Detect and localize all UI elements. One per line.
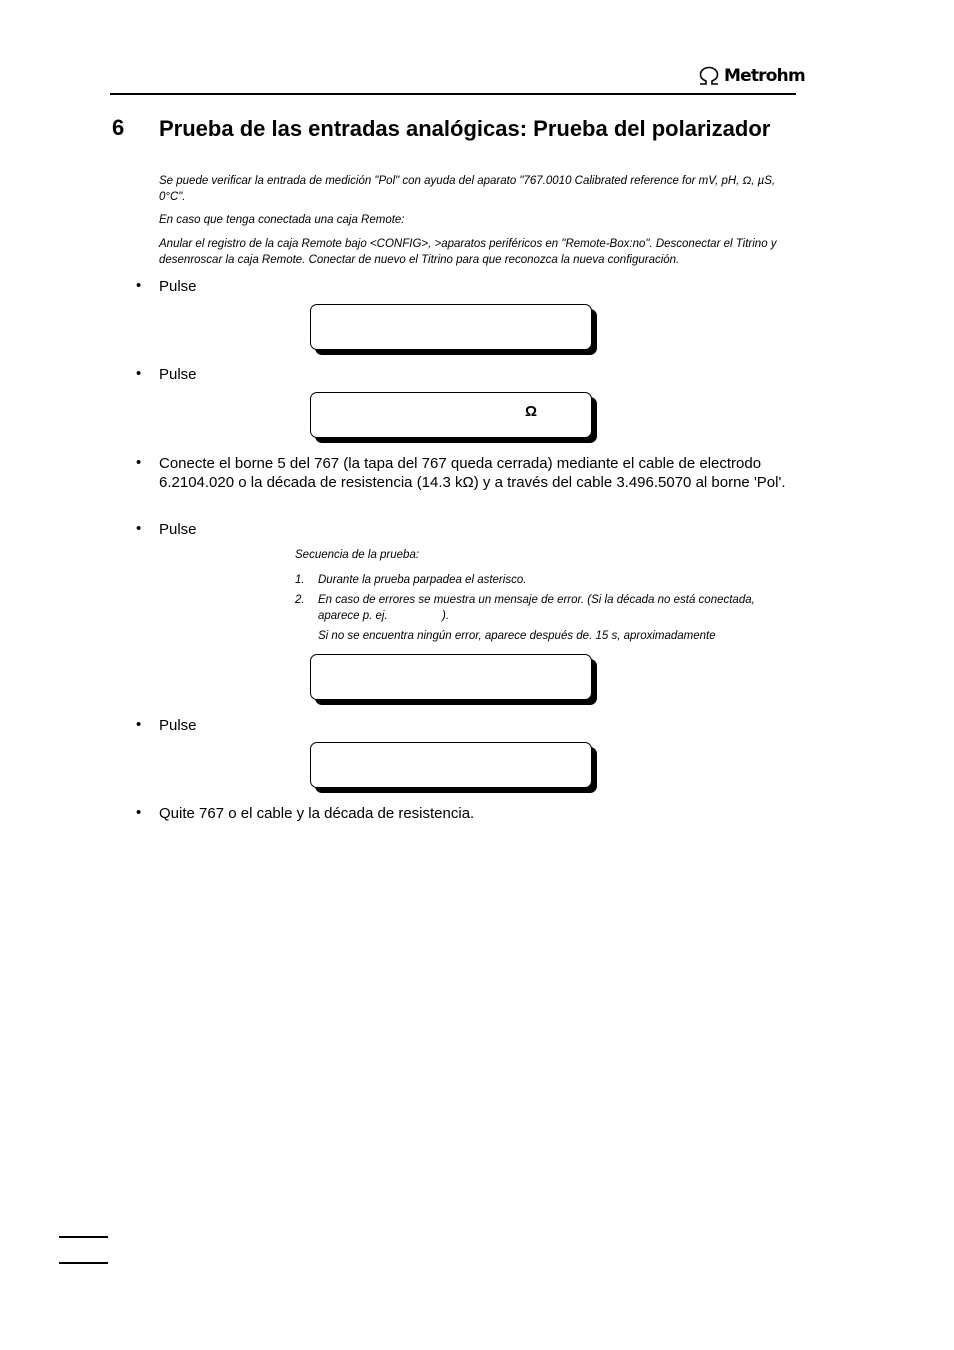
display-ohm-symbol: Ω xyxy=(525,403,538,420)
header-rule xyxy=(110,93,796,95)
display-box-3 xyxy=(310,654,592,700)
sequence-item-1-text: Durante la prueba parpadea el asterisco. xyxy=(318,574,527,586)
display-box-2 xyxy=(310,392,592,438)
step-pulse-3: Pulse xyxy=(159,521,197,538)
bullet: • xyxy=(136,804,142,821)
bullet: • xyxy=(136,520,142,537)
sequence-heading: Secuencia de la prueba: xyxy=(295,549,420,561)
brand-logo xyxy=(697,66,805,86)
sequence-item-2-number: 2. xyxy=(295,594,305,606)
footer-rule-1 xyxy=(59,1236,108,1238)
step-pulse-4: Pulse xyxy=(159,717,197,734)
sequence-item-2-text: En caso de errores se muestra un mensaje de error. (Si la década no está conectada, aparece p. ej. ). xyxy=(318,594,759,622)
sequence-item-1-number: 1. xyxy=(295,574,305,586)
step-connect: Conecte el borne 5 del 767 (la tapa del 767 queda cerrada) mediante el cable de electrodo 6.2104.020 o la década de resistencia (14.3 kΩ) y a través del cable 3.496.5070 al borne 'Pol'. xyxy=(159,455,786,491)
step-remove: Quite 767 o el cable y la década de resistencia. xyxy=(159,805,475,822)
display-box-4 xyxy=(310,742,592,788)
intro-paragraph-1: Se puede verificar la entrada de medición "Pol" con ayuda del aparato "767.0010 Calibrated reference for mV, pH, Ω, µS, 0°C". xyxy=(159,175,776,203)
footer-rule-2 xyxy=(59,1262,108,1264)
bullet: • xyxy=(136,454,142,471)
brand-name: Metrohm xyxy=(724,66,805,86)
omega-logo-icon xyxy=(697,66,721,86)
intro-paragraph-2: En caso que tenga conectada una caja Remote: xyxy=(159,214,405,226)
bullet: • xyxy=(136,716,142,733)
section-number: 6 xyxy=(112,115,125,140)
intro-paragraph-3: Anular el registro de la caja Remote bajo <CONFIG>, >aparatos periféricos en "Remote-Box:no". Desconectar el Titrino y desenroscar la caja Remote. Conectar de nuevo el Titrino para que reconozca la nueva configuración. xyxy=(159,238,777,266)
step-pulse-1: Pulse xyxy=(159,278,197,295)
bullet: • xyxy=(136,365,142,382)
step-pulse-2: Pulse xyxy=(159,366,197,383)
section-title: Prueba de las entradas analógicas: Prueba del polarizador xyxy=(159,116,771,141)
display-box-1 xyxy=(310,304,592,350)
bullet: • xyxy=(136,277,142,294)
sequence-note: Si no se encuentra ningún error, aparece después de. 15 s, aproximadamente xyxy=(318,630,716,642)
